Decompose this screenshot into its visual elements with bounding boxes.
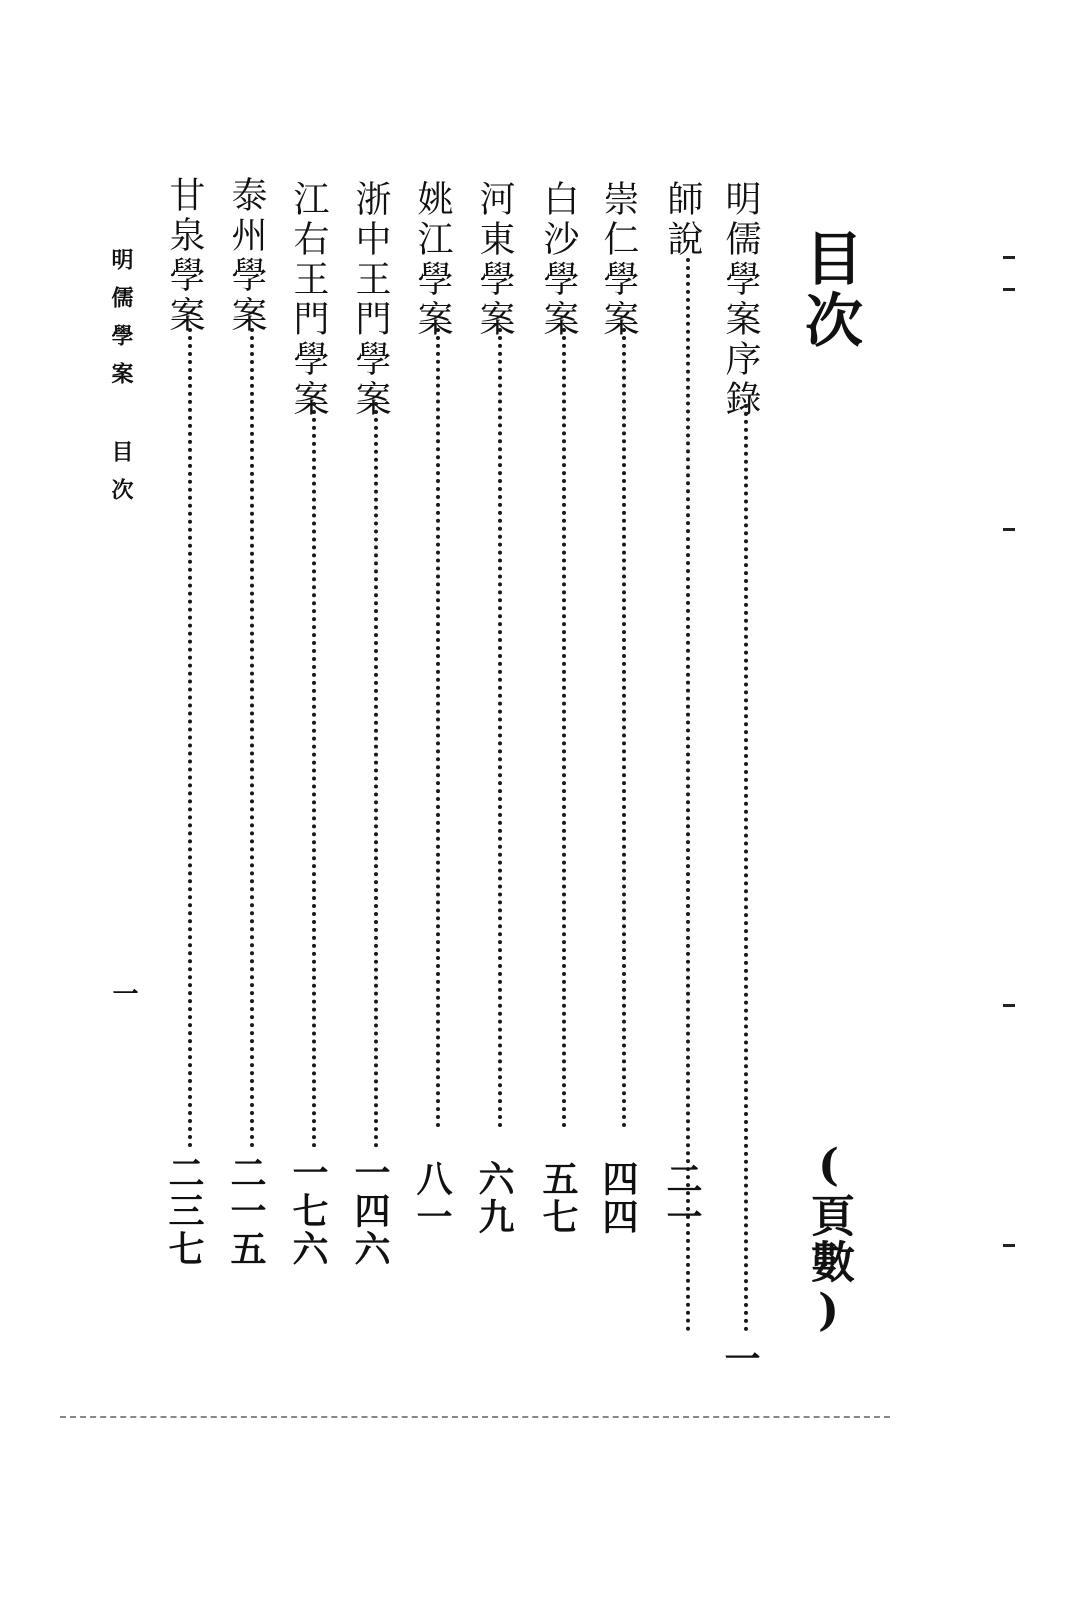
leader-dots <box>374 402 378 1148</box>
toc-entry-title: 河東學案 <box>474 180 515 340</box>
toc-entry-page: 四四 <box>597 1160 639 1236</box>
toc-entry <box>225 176 278 1268</box>
toc-entry <box>661 180 714 1260</box>
leader-dots <box>250 328 254 1148</box>
running-head-section: 目次 <box>108 440 134 516</box>
toc-entry-page: 五七 <box>537 1160 579 1236</box>
leader-dots <box>622 328 626 1128</box>
toc-entry-title: 江右王門學案 <box>288 180 329 420</box>
toc-entry-title: 師說 <box>662 180 703 260</box>
leader-dots <box>744 404 748 1332</box>
leader-dots <box>498 328 502 1128</box>
running-head-title: 明儒學案 <box>108 248 134 400</box>
scan-edge-mark <box>1003 256 1015 259</box>
page-number-column-label: (頁數) <box>803 1140 854 1338</box>
scan-edge-mark <box>1003 288 1015 291</box>
toc-entry-page: 二一 <box>661 1160 703 1236</box>
toc-entry <box>287 180 340 1268</box>
toc-entry-title: 姚江學案 <box>412 180 453 340</box>
toc-entry <box>411 180 464 1260</box>
scan-edge-mark <box>1003 1004 1015 1007</box>
toc-entry-page: 一 <box>719 1340 761 1378</box>
scan-edge-mark <box>1003 528 1015 531</box>
toc-entry <box>719 180 772 1378</box>
toc-entry-page: 二三七 <box>163 1154 205 1268</box>
toc-entry-title: 甘泉學案 <box>164 176 205 336</box>
bottom-rule <box>60 1416 890 1418</box>
toc-entry-page: 一七六 <box>287 1154 329 1268</box>
toc-entry-page: 六九 <box>473 1160 515 1236</box>
page-folio: 一 <box>108 980 138 1006</box>
toc-entry-title: 崇仁學案 <box>598 180 639 340</box>
toc-entry-page: 二一五 <box>225 1154 267 1268</box>
toc-entry <box>349 180 402 1268</box>
leader-dots <box>188 328 192 1148</box>
running-head <box>110 248 132 516</box>
leader-dots <box>562 328 566 1128</box>
toc-entry-page: 一四六 <box>349 1154 391 1268</box>
page-heading: 目次 <box>795 228 863 352</box>
toc-entry-title: 白沙學案 <box>538 180 579 340</box>
leader-dots <box>436 328 440 1128</box>
toc-entry <box>473 180 526 1260</box>
toc-entry <box>163 176 216 1268</box>
leader-dots <box>312 402 316 1148</box>
toc-entry <box>537 180 590 1260</box>
toc-entry-page: 八一 <box>411 1160 453 1236</box>
toc-entry-title: 明儒學案序錄 <box>720 180 761 420</box>
toc-entry-title: 泰州學案 <box>226 176 267 336</box>
toc-entry <box>597 180 650 1260</box>
scan-edge-mark <box>1003 1244 1015 1247</box>
toc-entry-title: 浙中王門學案 <box>350 180 391 420</box>
